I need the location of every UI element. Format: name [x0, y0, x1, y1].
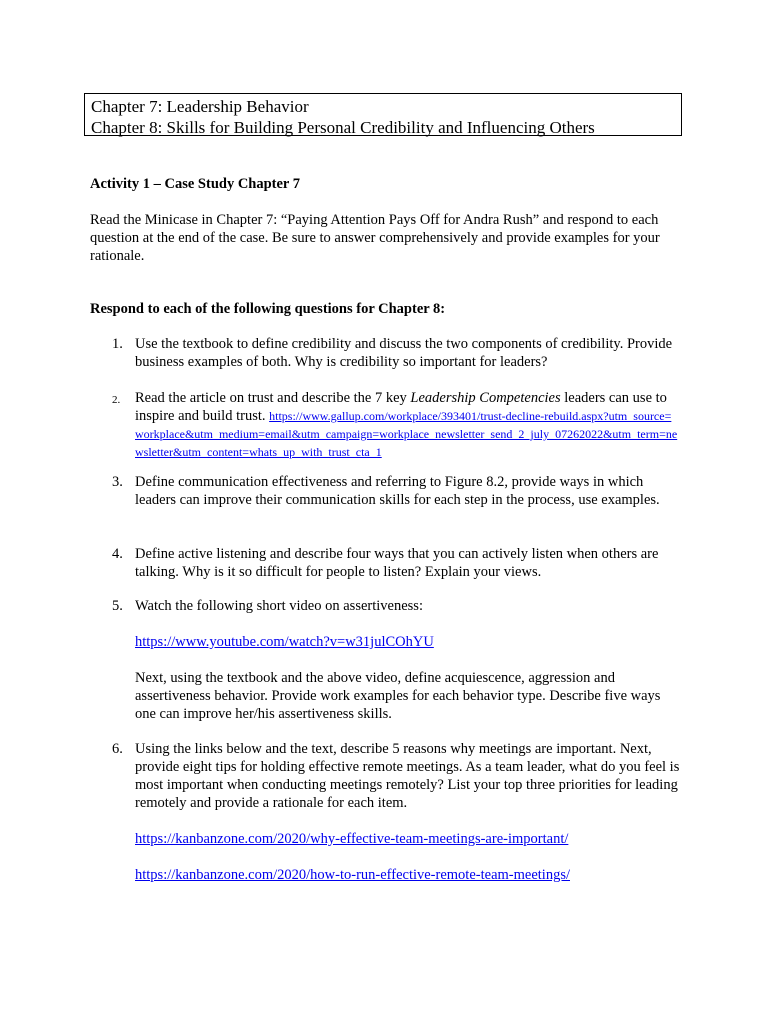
question-5-link-wrap [135, 633, 680, 651]
question-text-part: Read the article on trust and describe the 7 key [135, 390, 411, 406]
question-text-italic: Leadership Competencies [410, 390, 561, 406]
question-number: 5. [112, 598, 123, 614]
chapter-8-title: Chapter 8: Skills for Building Personal Credibility and Influencing Others [91, 118, 595, 137]
question-text: Define communication effectiveness and referring to Figure 8.2, provide ways in which leaders can improve their communication skills for each step in the process, use examples. [135, 474, 660, 508]
title-box [84, 93, 682, 136]
question-text-part: leaders can use to inspire and build trust. [135, 390, 667, 424]
question-text: Watch the following short video on assertiveness: [135, 598, 423, 614]
remote-meetings-link[interactable]: https://kanbanzone.com/2020/how-to-run-effective-remote-team-meetings/ [135, 867, 570, 883]
assertiveness-video-link[interactable]: https://www.youtube.com/watch?v=w31julCOhYU [135, 634, 434, 650]
activity-heading: Activity 1 – Case Study Chapter 7 [90, 176, 300, 192]
gallup-article-link[interactable]: https://www.gallup.com/workplace/393401/trust-decline-rebuild.aspx?utm_source=workplace&utm_medium=email&utm_campaign=workplace_newsletter_send_2_july_07262022&utm_term=newsletter&utm_content=whats_up_with_trust_cta_1 [135, 409, 678, 459]
question-number: 2. [112, 394, 121, 406]
question-6-link-wrap-1 [135, 830, 680, 848]
question-followup-text: Next, using the textbook and the above video, define acquiescence, aggression and assertiveness behavior. Provide work examples for each behavior type. Describe five ways one can improve her/his assertiveness skills. [135, 670, 661, 722]
question-text: Using the links below and the text, describe 5 reasons why meetings are important. Next, provide eight tips for holding effective remote meetings. As a team leader, what do you feel is most important when conducting meetings remotely? List your top three priorities for leading remotely and provide a rationale for each item. [135, 741, 680, 811]
question-6-link-wrap-2 [135, 866, 680, 884]
questions-heading: Respond to each of the following questions for Chapter 8: [90, 301, 446, 317]
activity-instructions: Read the Minicase in Chapter 7: “Paying Attention Pays Off for Andra Rush” and respond to each question at the end of the case. Be sure to answer comprehensively and provide examples for your rationale. [90, 212, 660, 264]
question-text: Use the textbook to define credibility and discuss the two components of credibility. Provide business examples of both. Why is credibility so important for leaders? [135, 336, 673, 370]
question-number: 3. [112, 474, 123, 490]
meetings-important-link[interactable]: https://kanbanzone.com/2020/why-effective-team-meetings-are-important/ [135, 831, 569, 847]
question-number: 4. [112, 546, 123, 562]
question-text [135, 389, 680, 461]
chapter-7-title: Chapter 7: Leadership Behavior [91, 97, 309, 116]
question-number: 1. [112, 336, 123, 352]
question-number: 6. [112, 741, 123, 757]
question-text: Define active listening and describe four ways that you can actively listen when others are talking. Why is it so difficult for people to listen? Explain your views. [135, 546, 659, 580]
